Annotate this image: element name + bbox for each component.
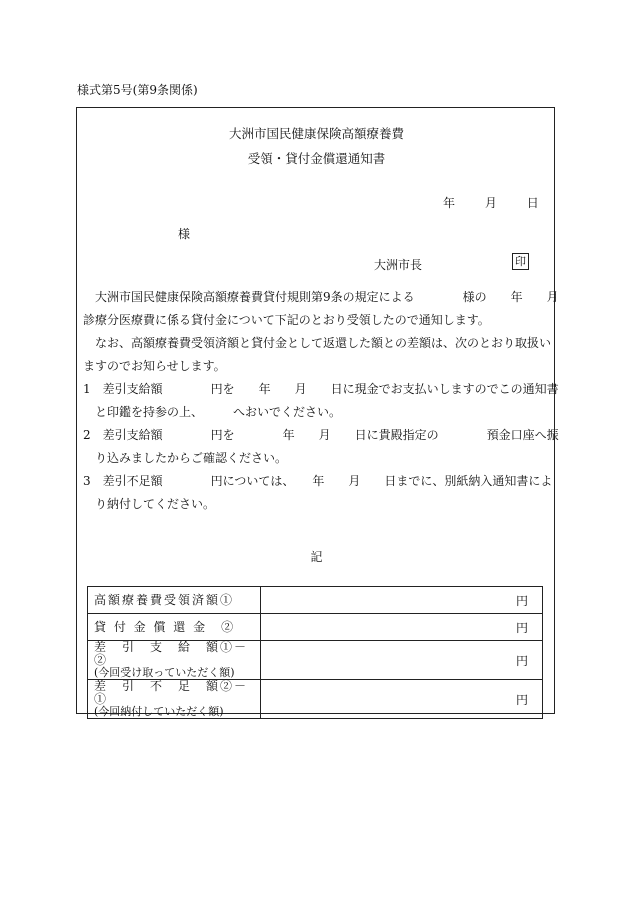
row-label-sub: (今回納付していただく額) (94, 705, 224, 718)
body-line: 2 差引支給額 円を 年 月 日に貴殿指定の 預金口座へ振 (83, 428, 559, 442)
table-row (88, 614, 543, 641)
notice-frame (76, 107, 559, 718)
row-value: 円 (261, 641, 543, 680)
date-month-label: 月 (484, 196, 497, 210)
row-label-main: 貸 付 金 償 還 金 ② (94, 619, 236, 634)
body-line: 1 差引支給額 円を 年 月 日に現金でお支払いしますのでこの通知書 (83, 382, 559, 396)
table-row (88, 641, 543, 680)
table-row (88, 680, 543, 719)
date-line (443, 194, 539, 211)
issuer-name: 大洲市長 (374, 258, 423, 272)
row-label-main: 差 引 支 給 額①－② (94, 640, 249, 667)
body-line: 大洲市国民健康保険高額療養費貸付規則第9条の規定による 様の 年 月 (83, 290, 559, 304)
recipient-suffix: 様 (178, 227, 191, 241)
body-line: 診療分医療費に係る貸付金について下記のとおり受領したので通知します。 (83, 313, 490, 327)
seal-mark: 印 (512, 253, 529, 270)
row-value: 円 (261, 587, 543, 614)
title-line1: 大洲市国民健康保険高額療養費 (228, 126, 404, 141)
row-label (88, 614, 261, 641)
body-line: 3 差引不足額 円については、 年 月 日までに、別紙納入通知書によ (83, 474, 553, 488)
body-text (83, 286, 559, 516)
row-value: 円 (261, 614, 543, 641)
date-year-label: 年 (443, 196, 456, 210)
ki-heading: 記 (310, 550, 323, 564)
row-label (88, 680, 261, 719)
date-day-label: 日 (526, 196, 539, 210)
body-line: なお、高額療養費受領済額と貸付金として返還した額との差額は、次のとおり取扱い (83, 336, 552, 350)
row-label-sub: (今回受け取っていただく額) (94, 666, 235, 679)
row-label-main: 差 引 不 足 額②－① (94, 679, 249, 706)
row-value: 円 (261, 680, 543, 719)
summary-table (87, 586, 543, 719)
row-label (88, 587, 261, 614)
row-label-main: 高額療養費受領済額① (94, 592, 235, 607)
body-line: り納付してください。 (83, 497, 216, 511)
body-line: り込みましたからご確認ください。 (83, 451, 288, 465)
form-number: 様式第5号(第9条関係) (77, 83, 198, 97)
title-line2: 受領・貸付金償還通知書 (247, 151, 386, 166)
table-row (88, 587, 543, 614)
row-label (88, 641, 261, 680)
body-line: と印鑑を持参の上、 へおいでください。 (83, 405, 342, 419)
body-line: ますのでお知らせします。 (83, 359, 226, 373)
